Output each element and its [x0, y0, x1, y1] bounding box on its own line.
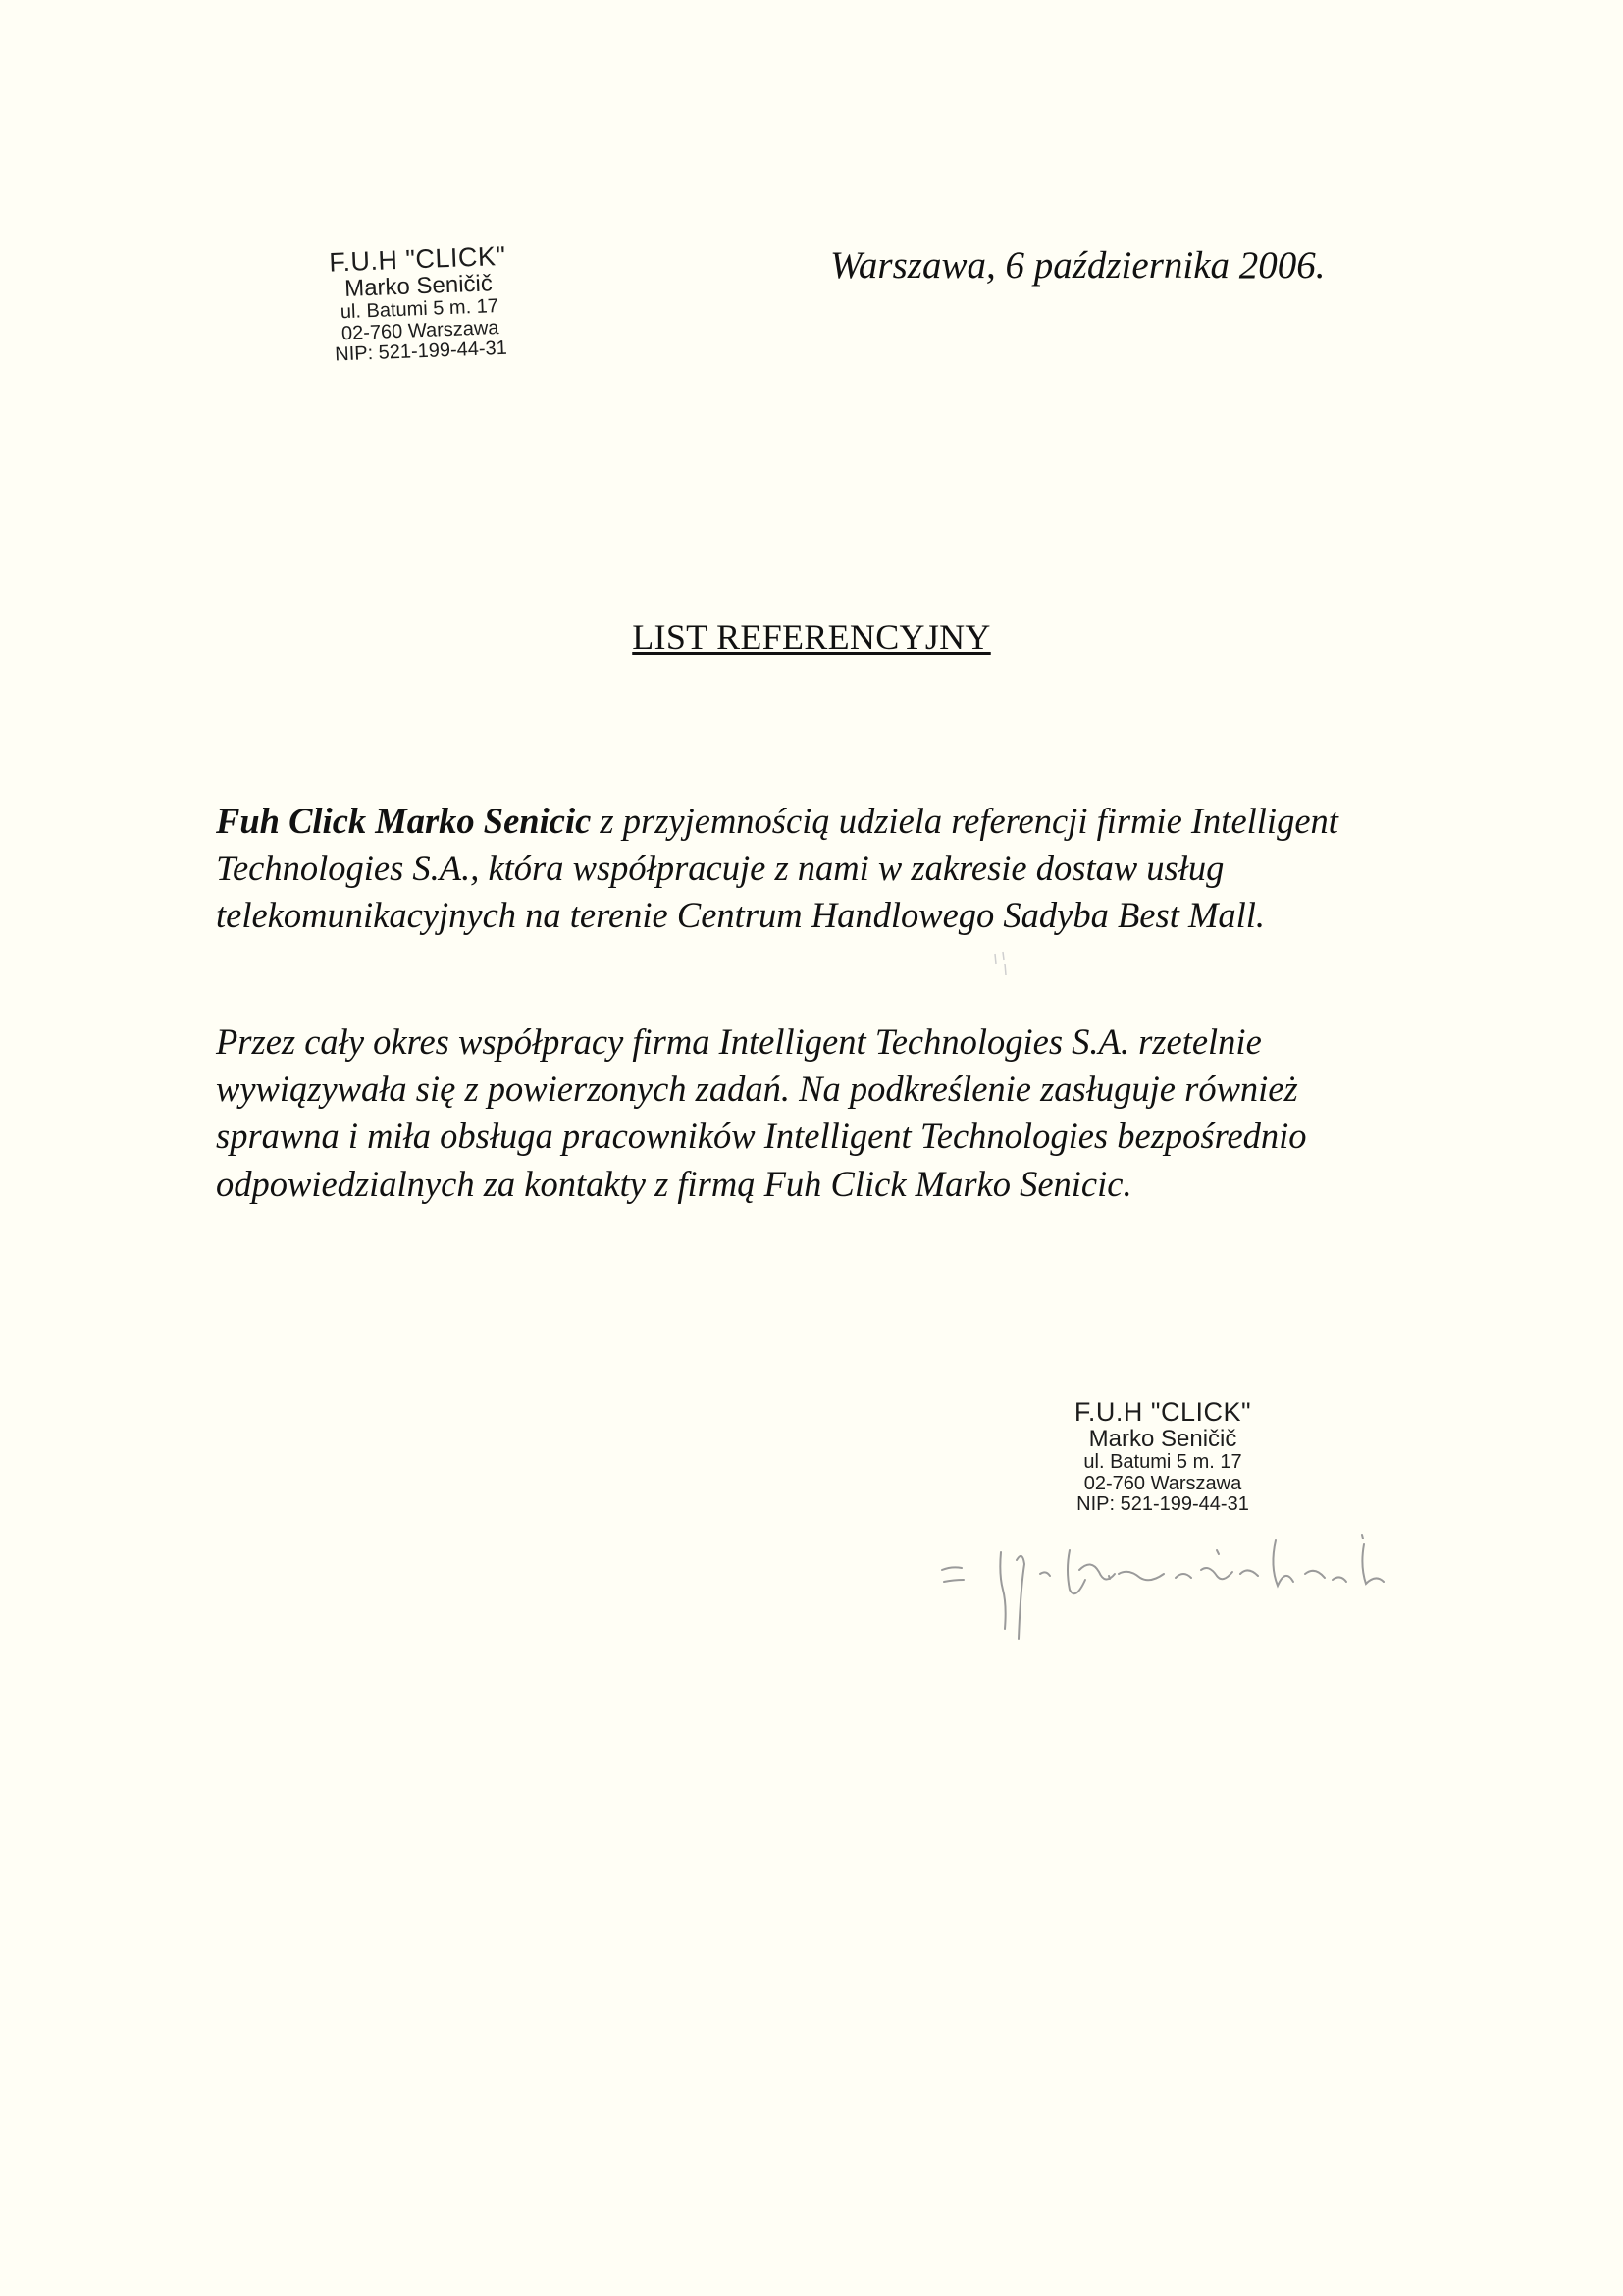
- paragraph-cooperation: Przez cały okres współpracy firma Intelligent Technologies S.A. rzetelnie wywiązywała się z powierzonych zadań. Na podkreślenie zasługuje również sprawna i miła obsługa pracowników Intelligent Technologies bezpośrednio odpowiedzialnych za kontakty z firmą Fuh Click Marko Senicic.: [216, 1021, 1307, 1204]
- handwritten-signature: [922, 1531, 1413, 1668]
- stamp-company-name: F.U.H "CLICK": [1073, 1397, 1252, 1427]
- stamp-company-name: F.U.H "CLICK": [328, 240, 507, 278]
- stamp-city: 02-760 Warszawa: [340, 316, 499, 344]
- stamp-street: ul. Batumi 5 m. 17: [1083, 1451, 1242, 1474]
- stamp-street: ul. Batumi 5 m. 17: [340, 295, 499, 324]
- faint-ink-mark: [991, 950, 1011, 979]
- date-line: Warszawa, 6 października 2006.: [830, 244, 1326, 287]
- document-title: LIST REFERENCYJNY: [632, 617, 991, 656]
- company-stamp-top: [294, 240, 544, 367]
- stamp-nip: NIP: 521-199-44-31: [1076, 1493, 1249, 1516]
- paragraph-reference: [216, 798, 1384, 940]
- paragraph-bold-lead: Fuh Click Marko Senicic: [216, 801, 592, 841]
- company-stamp-bottom: [1035, 1398, 1290, 1516]
- stamp-city: 02-760 Warszawa: [1083, 1472, 1242, 1494]
- stamp-owner-name: Marko Seničič: [1088, 1426, 1237, 1453]
- stamp-owner-name: Marko Seničič: [343, 270, 494, 303]
- stamp-nip: NIP: 521-199-44-31: [334, 338, 508, 366]
- paragraph-text: z przyjemnością udziela referencji firmie Intelligent Technologies S.A., która współpracuje z nami w zakresie dostaw usług telekomunikacyjnych na terenie Centrum Handlowego Sadyba Best Mall.: [216, 801, 1338, 936]
